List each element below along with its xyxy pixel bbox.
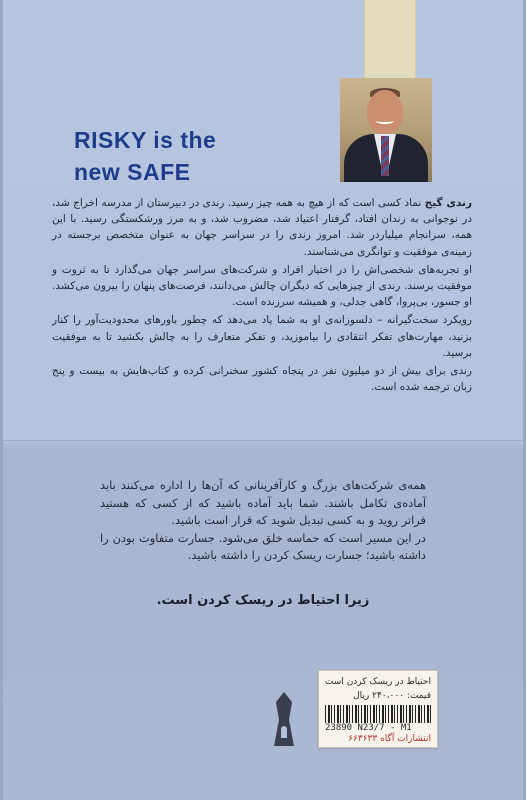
sticker-publisher: انتشارات آگاه ۶۶۳۶۳۳ — [348, 734, 431, 744]
price-sticker — [318, 670, 438, 748]
band-divider — [0, 440, 526, 441]
book-title-line-1: RISKY is the — [74, 127, 217, 153]
author-photo — [340, 78, 432, 182]
sticker-price: قیمت: ۲۴۰،۰۰۰ ریال — [353, 691, 431, 701]
book-title — [74, 124, 294, 188]
publisher-logo-icon — [272, 690, 296, 748]
author-name: رندی گیج — [424, 197, 472, 209]
book-title-line-2: new SAFE — [74, 159, 191, 185]
blurb-tagline: زیرا احتیاط در ریسک کردن است. — [156, 593, 370, 608]
blurb-paragraph-1: همه‌ی شرکت‌های بزرگ و کارآفرینانی که آن‌ها را اداره می‌کنند باید آماده‌ی تکامل باشند. شما باید آماده باشید که از کسی که هستید فراتر روید و به کسی تبدیل شوید که قرار است باشید. — [100, 478, 426, 528]
author-bio — [52, 195, 472, 397]
book-blurb — [100, 477, 426, 565]
bio-paragraph-1-text: نماد کسی است که از هیچ به همه چیز رسید. رندی در دبیرستان از مدرسه اخراج شد، در نوجوانی به زندان افتاد، گرفتار اعتیاد شد، مضروب شد، و به مرز ورشکستگی رسید. با این همه، سرانجام میلیاردر شد. امروز رندی را در سراسر جهان به عنوان متخصص برجسته در زمینه‌ی موفقیت و توانگری می‌شناسند. — [52, 197, 472, 258]
bio-paragraph-1 — [52, 195, 472, 260]
sticker-title: احتیاط در ریسک کردن است — [324, 677, 431, 687]
bio-paragraph-2: او تجربه‌های شخصی‌اش را در اختیار افراد و شرکت‌های سراسر جهان می‌گذارد تا به ثروت و موفقیت برسند. رندی از چیزهایی که دیگران چالش می‌دانند، فرصت‌های پنهان را بیرون می‌کشد. او جسور، بی‌پروا، گاهی جدلی، و همیشه سرزنده است. — [52, 263, 472, 309]
bio-paragraph-3: رویکرد سخت‌گیرانه – دلسوزانه‌ی او به شما یاد می‌دهد که چطور باورهای محدودیت‌آور را کنار بزنید، مهارت‌های تفکر انتقادی را بیاموزید، و تفکر متعارف را به چالش بکشید تا به موفقیت برسید. — [52, 314, 472, 359]
blurb-paragraph-2: در این مسیر است که حماسه خلق می‌شود. جسارت متفاوت بودن را داشته باشید؛ جسارت ریسک کردن را داشته باشید. — [100, 530, 426, 563]
bio-paragraph-4: رندی برای بیش از دو میلیون نفر در پنجاه کشور سخنرانی کرده و کتاب‌هایش به بیست و پنج زبان ترجمه شده است. — [52, 365, 472, 394]
sticker-code: 23890 N23/7 - M1 — [325, 723, 412, 733]
barcode — [325, 705, 433, 723]
